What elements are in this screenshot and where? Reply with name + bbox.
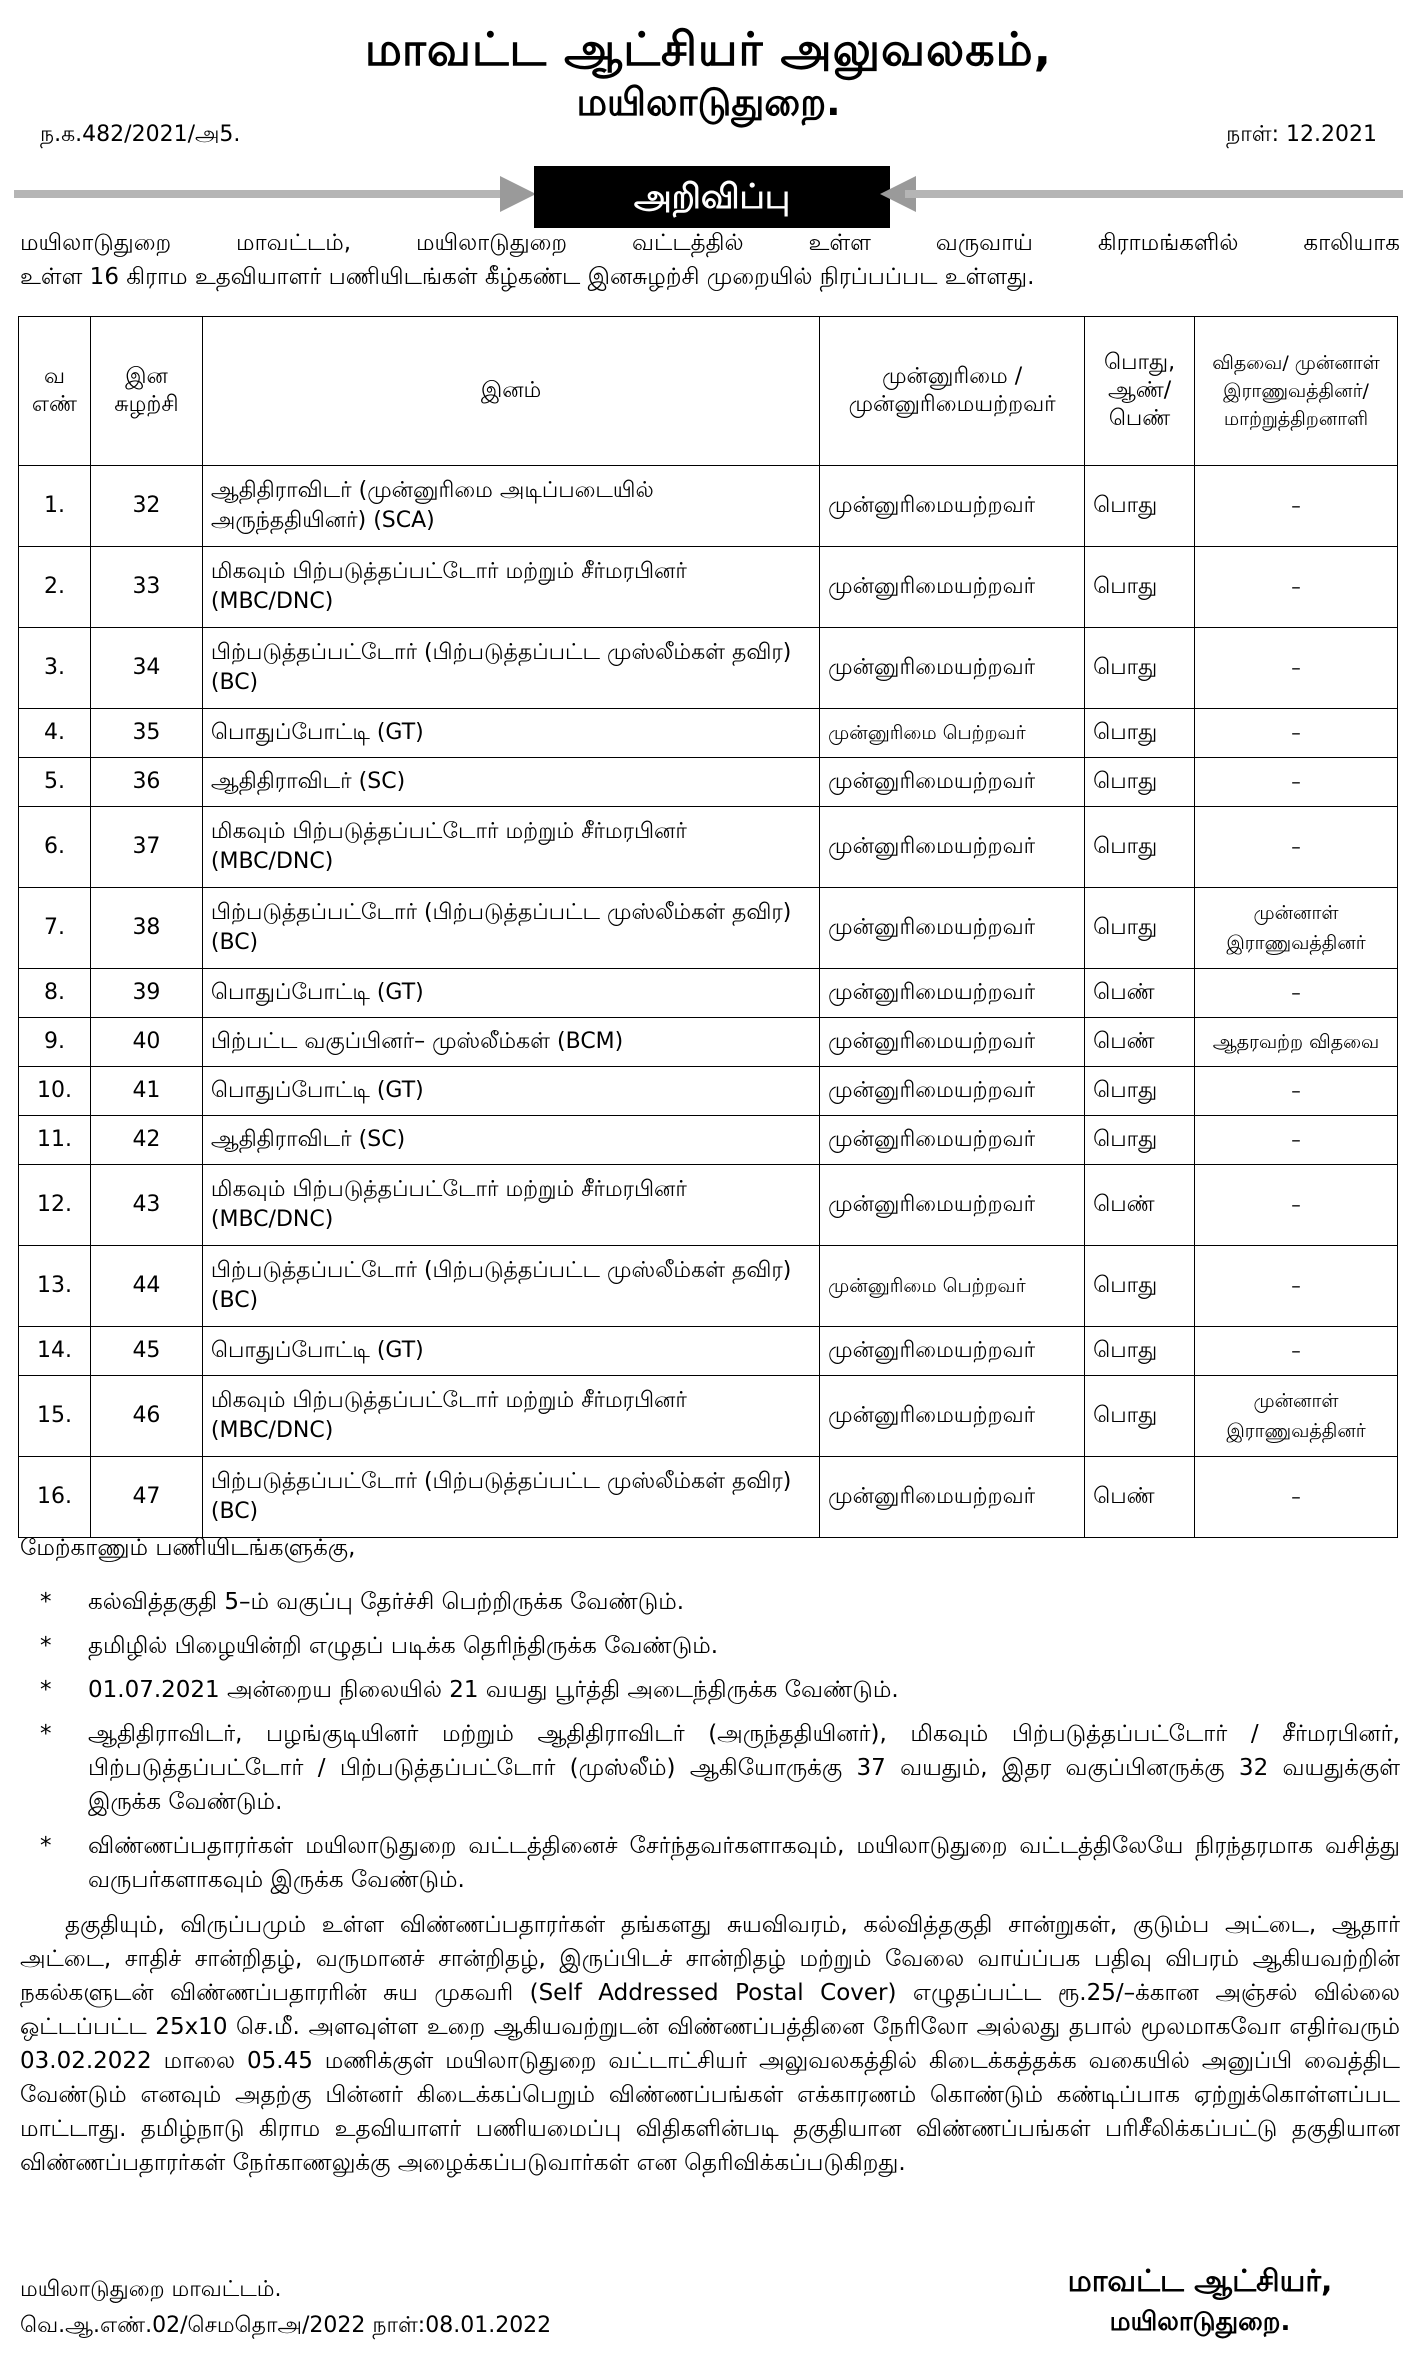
table-row — [19, 758, 1398, 807]
vacancy-table — [18, 316, 1398, 1538]
cell-sno: 7. — [19, 888, 91, 969]
cell-priority: முன்னுரிமையற்றவர் — [820, 628, 1085, 709]
cell-category: ஆதிதிராவிடர் (SC) — [202, 758, 819, 807]
bullet-star-icon: * — [40, 1833, 52, 1859]
bullet-star-icon: * — [40, 1677, 52, 1703]
cell-special: – — [1195, 1116, 1398, 1165]
table-row — [19, 1116, 1398, 1165]
cell-category: பிற்படுத்தப்பட்டோர் (பிற்படுத்தப்பட்ட முஸ்லீம்கள் தவிர) (BC) — [202, 1246, 819, 1327]
list-item — [20, 1717, 1400, 1819]
cell-category: பிற்பட்ட வகுப்பினர்– முஸ்லீம்கள் (BCM) — [202, 1018, 819, 1067]
footer-district: மயிலாடுதுறை மாவட்டம். — [20, 2277, 282, 2302]
cell-gender: பொது — [1085, 628, 1195, 709]
cell-priority: முன்னுரிமையற்றவர் — [820, 807, 1085, 888]
cell-special: – — [1195, 547, 1398, 628]
table-row — [19, 1018, 1398, 1067]
cell-special: ஆதரவற்ற விதவை — [1195, 1018, 1398, 1067]
cell-special: – — [1195, 758, 1398, 807]
cell-sno: 6. — [19, 807, 91, 888]
cell-priority: முன்னுரிமையற்றவர் — [820, 1457, 1085, 1538]
cell-sno: 16. — [19, 1457, 91, 1538]
cell-rotation: 38 — [90, 888, 202, 969]
cell-rotation: 41 — [90, 1067, 202, 1116]
table-row — [19, 969, 1398, 1018]
list-item — [20, 1673, 1400, 1707]
eligibility-list — [20, 1585, 1400, 1907]
table-row — [19, 1165, 1398, 1246]
cell-gender: பொது — [1085, 547, 1195, 628]
cell-rotation: 34 — [90, 628, 202, 709]
cell-gender: பெண் — [1085, 1457, 1195, 1538]
cell-priority: முன்னுரிமை பெற்றவர் — [820, 709, 1085, 758]
cell-rotation: 40 — [90, 1018, 202, 1067]
cell-sno: 3. — [19, 628, 91, 709]
table-row — [19, 709, 1398, 758]
office-location: மயிலாடுதுறை. — [576, 80, 841, 124]
cell-rotation: 36 — [90, 758, 202, 807]
cell-category: பொதுப்போட்டி (GT) — [202, 709, 819, 758]
cell-sno: 1. — [19, 466, 91, 547]
cell-priority: முன்னுரிமையற்றவர் — [820, 466, 1085, 547]
cell-rotation: 43 — [90, 1165, 202, 1246]
table-row — [19, 1376, 1398, 1457]
cell-gender: பெண் — [1085, 969, 1195, 1018]
cell-rotation: 37 — [90, 807, 202, 888]
cell-special: முன்னாள் இராணுவத்தினர் — [1195, 888, 1398, 969]
cell-sno: 8. — [19, 969, 91, 1018]
list-item — [20, 1585, 1400, 1619]
cell-priority: முன்னுரிமையற்றவர் — [820, 758, 1085, 807]
signatory-title: மாவட்ட ஆட்சியர், — [1067, 2264, 1333, 2299]
table-row — [19, 807, 1398, 888]
cell-rotation: 35 — [90, 709, 202, 758]
cell-gender: பொது — [1085, 888, 1195, 969]
bullet-star-icon: * — [40, 1633, 52, 1659]
arrow-right-icon — [500, 176, 536, 212]
cell-sno: 9. — [19, 1018, 91, 1067]
cell-rotation: 44 — [90, 1246, 202, 1327]
footer-release-number: வெ.ஆ.எண்.02/செமதொஅ/2022 நாள்:08.01.2022 — [20, 2313, 552, 2338]
cell-category: மிகவும் பிற்படுத்தப்பட்டோர் மற்றும் சீர்மரபினர் (MBC/DNC) — [202, 1165, 819, 1246]
table-row — [19, 1246, 1398, 1327]
notice-banner: அறிவிப்பு — [534, 166, 890, 228]
cell-sno: 14. — [19, 1327, 91, 1376]
header-sno: வ எண் — [19, 317, 91, 466]
list-item-text: 01.07.2021 அன்றைய நிலையில் 21 வயது பூர்த்தி அடைந்திருக்க வேண்டும். — [88, 1677, 899, 1703]
eligibility-intro: மேற்காணும் பணியிடங்களுக்கு, — [20, 1535, 356, 1561]
cell-gender: பொது — [1085, 758, 1195, 807]
cell-gender: பொது — [1085, 1327, 1195, 1376]
cell-rotation: 46 — [90, 1376, 202, 1457]
cell-rotation: 32 — [90, 466, 202, 547]
cell-special: – — [1195, 807, 1398, 888]
cell-category: ஆதிதிராவிடர் (SC) — [202, 1116, 819, 1165]
cell-priority: முன்னுரிமையற்றவர் — [820, 1018, 1085, 1067]
cell-category: பிற்படுத்தப்பட்டோர் (பிற்படுத்தப்பட்ட முஸ்லீம்கள் தவிர) (BC) — [202, 888, 819, 969]
cell-gender: பொது — [1085, 709, 1195, 758]
notice-date: நாள்: 12.2021 — [1226, 122, 1377, 147]
cell-category: மிகவும் பிற்படுத்தப்பட்டோர் மற்றும் சீர்மரபினர் (MBC/DNC) — [202, 547, 819, 628]
table-row — [19, 466, 1398, 547]
cell-sno: 12. — [19, 1165, 91, 1246]
signature-block — [1000, 2262, 1400, 2342]
intro-text — [20, 226, 1400, 294]
cell-category: மிகவும் பிற்படுத்தப்பட்டோர் மற்றும் சீர்மரபினர் (MBC/DNC) — [202, 1376, 819, 1457]
cell-gender: பெண் — [1085, 1165, 1195, 1246]
cell-priority: முன்னுரிமையற்றவர் — [820, 1327, 1085, 1376]
cell-priority: முன்னுரிமை பெற்றவர் — [820, 1246, 1085, 1327]
cell-special: – — [1195, 1327, 1398, 1376]
table-row — [19, 1327, 1398, 1376]
cell-rotation: 45 — [90, 1327, 202, 1376]
cell-special: – — [1195, 1246, 1398, 1327]
header-priority: முன்னுரிமை / முன்னுரிமையற்றவர் — [820, 317, 1085, 466]
cell-sno: 15. — [19, 1376, 91, 1457]
cell-sno: 10. — [19, 1067, 91, 1116]
cell-rotation: 39 — [90, 969, 202, 1018]
header-rotation: இன சுழற்சி — [90, 317, 202, 466]
intro-line-1: மயிலாடுதுறை மாவட்டம், மயிலாடுதுறை வட்டத்தில் உள்ள வருவாய் கிராமங்களில் காலியாக — [20, 230, 1400, 256]
cell-category: மிகவும் பிற்படுத்தப்பட்டோர் மற்றும் சீர்மரபினர் (MBC/DNC) — [202, 807, 819, 888]
table-row — [19, 888, 1398, 969]
list-item — [20, 1829, 1400, 1897]
cell-rotation: 42 — [90, 1116, 202, 1165]
table-row — [19, 628, 1398, 709]
cell-special: – — [1195, 1457, 1398, 1538]
list-item-text: தமிழில் பிழையின்றி எழுதப் படிக்க தெரிந்திருக்க வேண்டும். — [88, 1633, 719, 1659]
cell-sno: 4. — [19, 709, 91, 758]
list-item-text: ஆதிதிராவிடர், பழங்குடியினர் மற்றும் ஆதிதிராவிடர் (அருந்ததியினர்), மிகவும் பிற்படுத்தப்பட்டோர் / சீர்மரபினர், பிற்படுத்தப்பட்டோர் / பிற்படுத்தப்பட்டோர் (முஸ்லீம்) ஆகியோருக்கு 37 வயதும், இதர வகுப்பினருக்கு 32 வயதுக்குள் இருக்க வேண்டும். — [88, 1721, 1400, 1815]
cell-category: பொதுப்போட்டி (GT) — [202, 1067, 819, 1116]
cell-special: – — [1195, 969, 1398, 1018]
header-category: இனம் — [202, 317, 819, 466]
cell-gender: பொது — [1085, 807, 1195, 888]
table-row — [19, 547, 1398, 628]
cell-sno: 5. — [19, 758, 91, 807]
bullet-star-icon: * — [40, 1721, 52, 1747]
cell-special: – — [1195, 1165, 1398, 1246]
cell-special: முன்னாள் இராணுவத்தினர் — [1195, 1376, 1398, 1457]
cell-category: பிற்படுத்தப்பட்டோர் (பிற்படுத்தப்பட்ட முஸ்லீம்கள் தவிர) (BC) — [202, 1457, 819, 1538]
table-row — [19, 1457, 1398, 1538]
cell-priority: முன்னுரிமையற்றவர் — [820, 1165, 1085, 1246]
list-item-text: கல்வித்தகுதி 5–ம் வகுப்பு தேர்ச்சி பெற்றிருக்க வேண்டும். — [88, 1589, 685, 1615]
cell-category: பிற்படுத்தப்பட்டோர் (பிற்படுத்தப்பட்ட முஸ்லீம்கள் தவிர) (BC) — [202, 628, 819, 709]
cell-sno: 13. — [19, 1246, 91, 1327]
cell-priority: முன்னுரிமையற்றவர் — [820, 888, 1085, 969]
cell-gender: பொது — [1085, 1067, 1195, 1116]
signatory-location: மயிலாடுதுறை. — [1109, 2307, 1291, 2337]
cell-special: – — [1195, 628, 1398, 709]
table-header-row — [19, 317, 1398, 466]
cell-gender: பொது — [1085, 1246, 1195, 1327]
list-item — [20, 1629, 1400, 1663]
cell-priority: முன்னுரிமையற்றவர் — [820, 1376, 1085, 1457]
cell-special: – — [1195, 709, 1398, 758]
cell-rotation: 47 — [90, 1457, 202, 1538]
cell-gender: பொது — [1085, 1376, 1195, 1457]
cell-priority: முன்னுரிமையற்றவர் — [820, 547, 1085, 628]
reference-number: ந.க.482/2021/அ5. — [40, 122, 241, 147]
intro-line-2: உள்ள 16 கிராம உதவியாளர் பணியிடங்கள் கீழ்கண்ட இனசுழற்சி முறையில் நிரப்பப்பட உள்ளது. — [20, 264, 1035, 290]
footer-left — [20, 2272, 551, 2344]
cell-priority: முன்னுரிமையற்றவர் — [820, 1067, 1085, 1116]
cell-priority: முன்னுரிமையற்றவர் — [820, 1116, 1085, 1165]
banner-line-left — [14, 190, 514, 198]
cell-category: பொதுப்போட்டி (GT) — [202, 969, 819, 1018]
office-title: மாவட்ட ஆட்சியர் அலுவலகம், — [364, 22, 1053, 76]
cell-special: – — [1195, 1067, 1398, 1116]
banner-line-right — [905, 190, 1403, 198]
cell-gender: பெண் — [1085, 1018, 1195, 1067]
cell-category: பொதுப்போட்டி (GT) — [202, 1327, 819, 1376]
cell-gender: பொது — [1085, 1116, 1195, 1165]
application-instructions: தகுதியும், விருப்பமும் உள்ள விண்ணப்பதாரர்கள் தங்களது சுயவிவரம், கல்வித்தகுதி சான்றுகள், குடும்ப அட்டை, ஆதார் அட்டை, சாதிச் சான்றிதழ், வருமானச் சான்றிதழ், இருப்பிடச் சான்றிதழ் மற்றும் வேலை வாய்ப்பக பதிவு விபரம் ஆகியவற்றின் நகல்களுடன் விண்ணப்பதாரரின் சுய முகவரி (Self Addressed Postal Cover) எழுதப்பட்ட ரூ.25/–க்கான அஞ்சல் வில்லை ஒட்டப்பட்ட 25x10 செ.மீ. அளவுள்ள உறை ஆகியவற்றுடன் விண்ணப்பத்தினை நேரிலோ அல்லது தபால் மூலமாகவோ எதிர்வரும் 03.02.2022 மாலை 05.45 மணிக்குள் மயிலாடுதுறை வட்டாட்சியர் அலுவலகத்தில் கிடைக்கத்தக்க வகையில் அனுப்பி வைத்திட வேண்டும் எனவும் அதற்கு பின்னர் கிடைக்கப்பெறும் விண்ணப்பங்கள் எக்காரணம் கொண்டும் கண்டிப்பாக ஏற்றுக்கொள்ளப்பட மாட்டாது. தமிழ்நாடு கிராம உதவியாளர் பணியமைப்பு விதிகளின்படி தகுதியான விண்ணப்பங்கள் பரிசீலிக்கப்பட்டு தகுதியான விண்ணப்பதாரர்கள் நேர்காணலுக்கு அழைக்கப்படுவார்கள் என தெரிவிக்கப்படுகிறது. — [20, 1912, 1400, 2176]
table-row — [19, 1067, 1398, 1116]
header-gender: பொது, ஆண்/ பெண் — [1085, 317, 1195, 466]
cell-special: – — [1195, 466, 1398, 547]
bullet-star-icon: * — [40, 1589, 52, 1615]
cell-priority: முன்னுரிமையற்றவர் — [820, 969, 1085, 1018]
header-special: விதவை/ முன்னாள் இராணுவத்தினர்/ மாற்றுத்திறனாளி — [1195, 317, 1398, 466]
cell-rotation: 33 — [90, 547, 202, 628]
list-item-text: விண்ணப்பதாரர்கள் மயிலாடுதுறை வட்டத்தினைச் சேர்ந்தவர்களாகவும், மயிலாடுதுறை வட்டத்திலேயே நிரந்தரமாக வசித்து வருபர்களாகவும் இருக்க வேண்டும். — [88, 1833, 1400, 1893]
cell-sno: 11. — [19, 1116, 91, 1165]
cell-gender: பொது — [1085, 466, 1195, 547]
cell-category: ஆதிதிராவிடர் (முன்னுரிமை அடிப்படையில் அருந்ததியினர்) (SCA) — [202, 466, 819, 547]
cell-sno: 2. — [19, 547, 91, 628]
